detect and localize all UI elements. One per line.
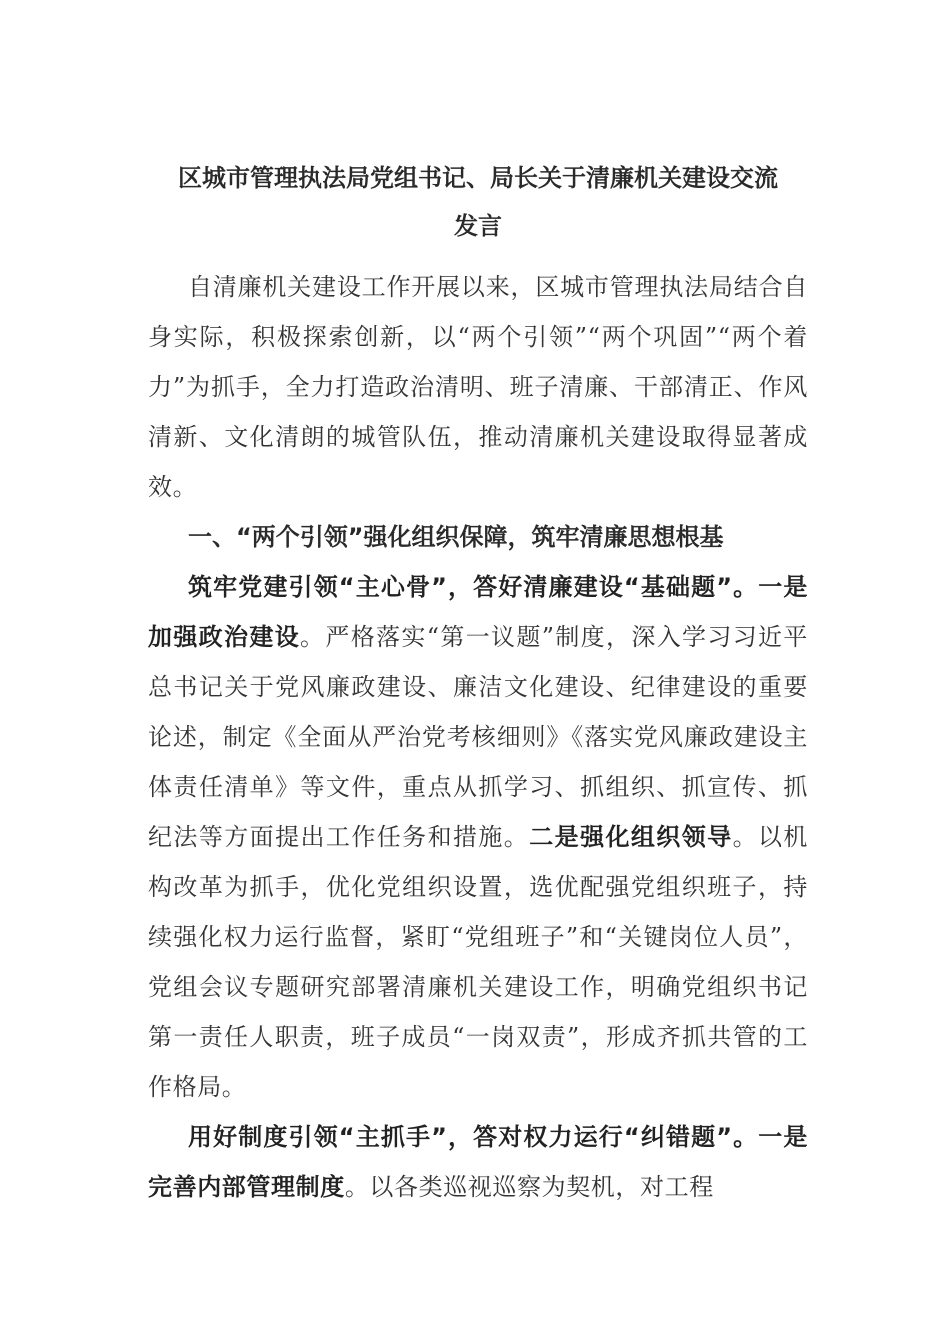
- point-label: 二是强化组织领导: [529, 823, 733, 851]
- paragraph-system-building: [148, 1112, 808, 1212]
- point-text: 。以机构改革为抓手，优化党组织设置，选优配强党组织班子，持续强化权力运行监督，紧盯“党组班子”和“关键岗位人员”，党组会议专题研究部署清廉机关建设工作，明确党组织书记第一责任人职责，班子成员“一岗双责”，形成齐抓共管的工作格局。: [148, 823, 808, 1101]
- document-title-line-1: 区城市管理执法局党组书记、局长关于清廉机关建设交流: [178, 164, 778, 192]
- point-text: 。以各类巡视巡察为契机，对工程: [344, 1173, 714, 1201]
- paragraph-party-building: [148, 562, 808, 1112]
- intro-paragraph: 自清廉机关建设工作开展以来，区城市管理执法局结合自身实际，积极探索创新，以“两个引领”“两个巩固”“两个着力”为抓手，全力打造政治清明、班子清廉、干部清正、作风清新、文化清朗的城管队伍，推动清廉机关建设取得显著成效。: [148, 273, 808, 501]
- point-label: 一是加强政治建设: [148, 573, 808, 651]
- section-heading-1: 一、“两个引领”强化组织保障，筑牢清廉思想根基: [188, 523, 724, 551]
- paragraph-lead: 用好制度引领“主抓手”，答对权力运行“纠错题”。: [188, 1123, 759, 1151]
- document-title-line-2: 发言: [454, 212, 502, 240]
- point-label: 一是完善内部管理制度: [148, 1123, 808, 1201]
- point-text: 。严格落实“第一议题”制度，深入学习习近平总书记关于党风廉政建设、廉洁文化建设、纪律建设的重要论述，制定《全面从严治党考核细则》《落实党风廉政建设主体责任清单》等文件，重点从抓学习、抓组织、抓宣传、抓纪法等方面提出工作任务和措施。: [148, 623, 808, 851]
- paragraph-lead: 筑牢党建引领“主心骨”，答好清廉建设“基础题”。: [188, 573, 759, 601]
